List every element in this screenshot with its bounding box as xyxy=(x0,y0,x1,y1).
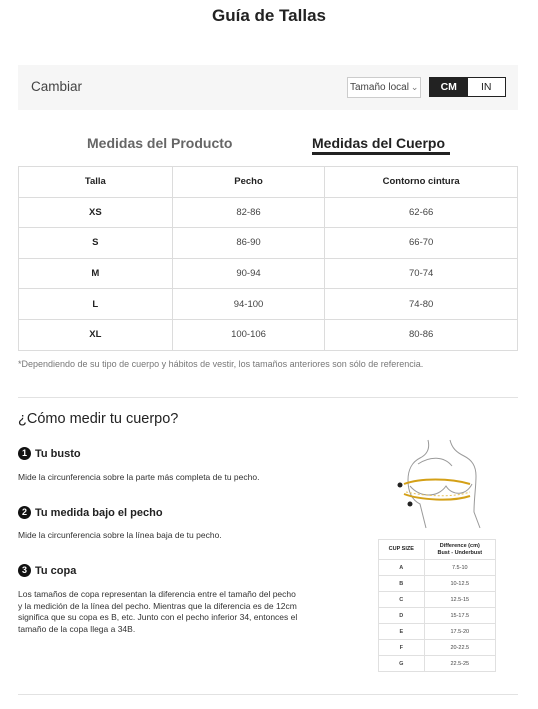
unit-cm-button[interactable]: CM xyxy=(430,78,468,96)
difference-cell: 12.5-15 xyxy=(424,592,495,608)
cup-cell: B xyxy=(379,576,425,592)
difference-cell: 15-17.5 xyxy=(424,608,495,624)
size-table xyxy=(18,166,518,351)
unit-bar xyxy=(18,65,518,110)
difference-cell: 20-22.5 xyxy=(424,640,495,656)
step-number-badge: 2 xyxy=(18,506,31,519)
cup-cell: F xyxy=(379,640,425,656)
cup-cell: D xyxy=(379,608,425,624)
howto-title: ¿Cómo medir tu cuerpo? xyxy=(18,411,179,427)
table-row xyxy=(379,560,496,576)
size-cell: XS xyxy=(19,197,173,228)
table-row xyxy=(379,592,496,608)
bust-cell: 86-90 xyxy=(172,228,325,259)
bust-cell: 90-94 xyxy=(172,258,325,289)
tab-body-measurements[interactable]: Medidas del Cuerpo xyxy=(312,135,446,151)
step-3-heading xyxy=(18,564,76,577)
size-cell: M xyxy=(19,258,173,289)
difference-cell: 17.5-20 xyxy=(424,624,495,640)
table-header-row xyxy=(19,167,518,198)
column-header-bust: Pecho xyxy=(172,167,325,198)
cup-cell: G xyxy=(379,656,425,672)
bust-cell: 82-86 xyxy=(172,197,325,228)
waist-cell: 66-70 xyxy=(325,228,518,259)
local-size-label: Tamaño local xyxy=(350,82,409,93)
table-row xyxy=(379,656,496,672)
table-row xyxy=(379,608,496,624)
table-row xyxy=(19,319,518,350)
cup-table-header-row xyxy=(379,540,496,560)
reference-note: *Dependiendo de su tipo de cuerpo y hábitos de vestir, los tamaños anteriores son sólo de referencia. xyxy=(18,359,424,369)
step-2-description xyxy=(18,530,222,542)
column-header-waist: Contorno cintura xyxy=(325,167,518,198)
cup-cell: E xyxy=(379,624,425,640)
waist-cell: 74-80 xyxy=(325,289,518,320)
step-2-title: Tu medida bajo el pecho xyxy=(35,506,163,519)
cup-size-table xyxy=(378,539,496,672)
waist-cell: 70-74 xyxy=(325,258,518,289)
size-cell: S xyxy=(19,228,173,259)
step-3-line: tamaño de la copa llega a 34B. xyxy=(18,623,136,634)
difference-cell: 10-12.5 xyxy=(424,576,495,592)
step-3-description xyxy=(18,589,297,635)
table-row xyxy=(19,289,518,320)
difference-header-line: Difference (cm) xyxy=(439,543,480,549)
unit-in-button[interactable]: IN xyxy=(468,78,506,96)
difference-header xyxy=(424,540,495,560)
step-1-title: Tu busto xyxy=(35,447,81,460)
unit-toggle xyxy=(429,77,506,97)
section-divider xyxy=(18,397,518,398)
difference-header-line: Bust - Underbust xyxy=(437,549,483,556)
step-2-line: Mide la circunferencia sobre la línea baja de tu pecho. xyxy=(18,530,222,540)
step-3-line: significa que su copa es B, etc. Junto con el pecho inferior 34, entonces el xyxy=(18,612,298,622)
step-3-line: y la medición de la línea del pecho. Mientras que la diferencia es de 12cm xyxy=(18,600,297,611)
table-row xyxy=(19,228,518,259)
local-size-dropdown[interactable] xyxy=(347,77,421,98)
step-number-badge: 1 xyxy=(18,447,31,460)
waist-cell: 62-66 xyxy=(325,197,518,228)
step-1-description xyxy=(18,472,259,484)
bust-cell: 100-106 xyxy=(172,319,325,350)
cup-cell: C xyxy=(379,592,425,608)
step-3-title: Tu copa xyxy=(35,564,77,577)
tab-product-measurements[interactable]: Medidas del Producto xyxy=(87,135,233,151)
cup-size-header: CUP SIZE xyxy=(379,540,425,560)
step-1-heading xyxy=(18,447,81,460)
chevron-down-icon: ⌄ xyxy=(410,82,419,92)
step-2-heading xyxy=(18,506,163,519)
page-title: Guía de Tallas xyxy=(211,6,326,25)
table-row xyxy=(379,576,496,592)
cup-cell: A xyxy=(379,560,425,576)
step-3-line: Los tamaños de copa representan la diferencia entre el tamaño del pecho xyxy=(18,589,296,599)
difference-cell: 22.5-25 xyxy=(424,656,495,672)
waist-cell: 80-86 xyxy=(325,319,518,350)
section-divider xyxy=(18,694,518,695)
step-1-line: Mide la circunferencia sobre la parte más completa de tu pecho. xyxy=(18,472,260,482)
table-row xyxy=(19,197,518,228)
bust-cell: 94-100 xyxy=(172,289,325,320)
change-label: Cambiar xyxy=(31,79,83,94)
active-tab-indicator xyxy=(312,152,450,155)
column-header-size: Talla xyxy=(19,167,173,198)
size-cell: XL xyxy=(19,319,173,350)
bust-measurement-illustration-icon xyxy=(390,436,490,532)
table-row xyxy=(19,258,518,289)
step-number-badge: 3 xyxy=(18,564,31,577)
size-cell: L xyxy=(19,289,173,320)
difference-cell: 7.5-10 xyxy=(424,560,495,576)
table-row xyxy=(379,640,496,656)
table-row xyxy=(379,624,496,640)
